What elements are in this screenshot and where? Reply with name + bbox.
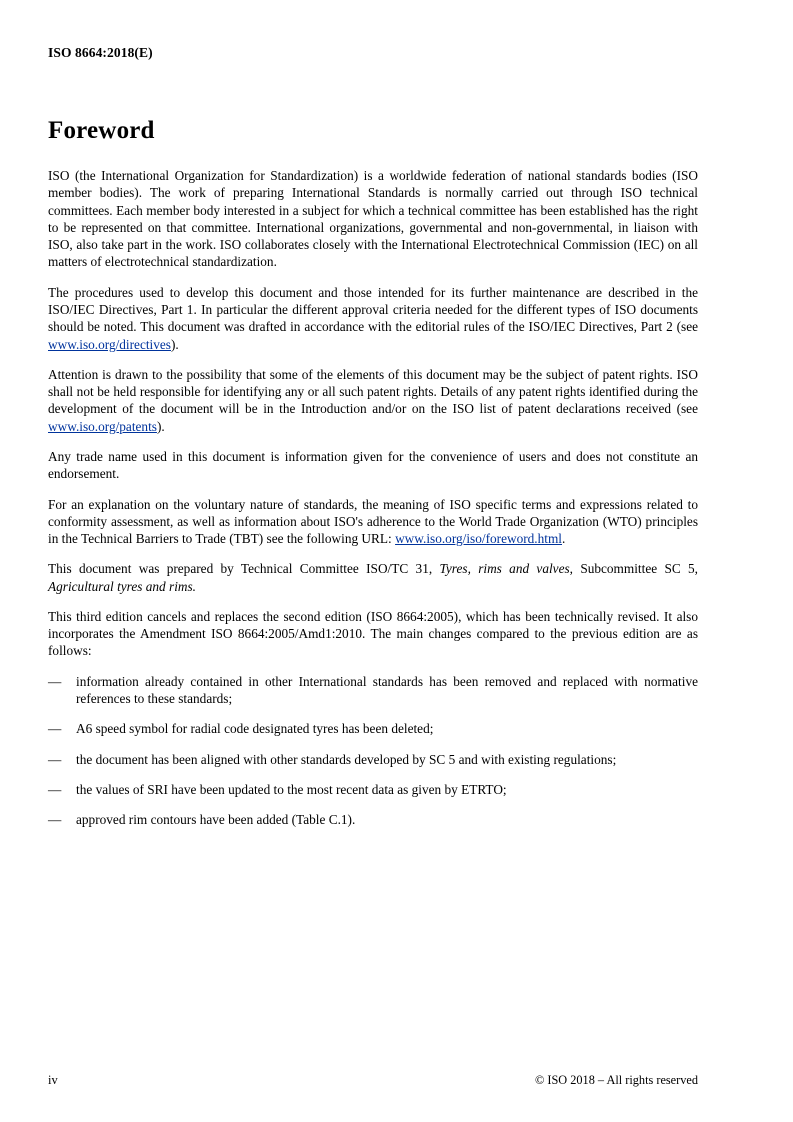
- changes-list: [48, 673, 698, 829]
- paragraph-committee-text: This document was prepared by Technical Committee ISO/TC 31,: [48, 561, 440, 577]
- list-item: [48, 811, 698, 828]
- dash-bullet: —: [48, 751, 62, 767]
- list-item-text: A6 speed symbol for radial code designated tyres has been deleted;: [76, 721, 434, 737]
- dash-bullet: —: [48, 812, 62, 828]
- link-directives[interactable]: www.iso.org/directives: [48, 336, 171, 352]
- page-title: Foreword: [48, 117, 155, 144]
- page-content: [48, 45, 698, 841]
- list-item: [48, 751, 698, 768]
- list-item: [48, 673, 698, 708]
- paragraph-edition-changes: This third edition cancels and replaces the second edition (ISO 8664:2005), which has been technically revised. It also incorporates the Amendment ISO 8664:2005/Amd1:2010. The main changes compared to the previous edition are as follows:: [48, 608, 698, 659]
- page-footer: [48, 1073, 698, 1088]
- list-item: [48, 781, 698, 798]
- paragraph-procedures-tail: ).: [170, 336, 179, 352]
- list-item: [48, 720, 698, 737]
- list-item-text: the values of SRI have been updated to the most recent data as given by ETRTO;: [76, 781, 507, 797]
- page-number: iv: [48, 1073, 58, 1087]
- dash-bullet: —: [48, 721, 62, 737]
- paragraph-procedures-text: The procedures used to develop this document and those intended for its further maintenance are described in the ISO/IEC Directives, Part 1. In particular the different approval criteria needed for the different types of ISO documents should be noted. This document was drafted in accordance with the editorial rules of the ISO/IEC Directives, Part 2 (see: [48, 284, 698, 335]
- paragraph-iso-intro: ISO (the International Organization for Standardization) is a worldwide federation of national standards bodies (ISO member bodies). The work of preparing International Standards is normally carried out through ISO technical committees. Each member body interested in a subject for which a technical committee has been established has the right to be represented on that committee. International organizations, governmental and non-governmental, in liaison with ISO, also take part in the work. ISO collaborates closely with the International Electrotechnical Commission (IEC) on all matters of electrotechnical standardization.: [48, 168, 698, 270]
- paragraph-patent-rights-tail: ).: [156, 418, 165, 434]
- committee-mid: , Subcommittee SC 5,: [569, 561, 699, 577]
- paragraph-procedures: [48, 284, 698, 353]
- list-item-text: approved rim contours have been added (Table C.1).: [76, 812, 356, 828]
- document-identifier: ISO 8664:2018(E): [48, 45, 153, 60]
- paragraph-patent-rights-text: Attention is drawn to the possibility that some of the elements of this document may be the subject of patent rights. ISO shall not be held responsible for identifying any or all such patent rights. Details of any patent rights identified during the development of the document will be in the Introduction and/or on the ISO list of patent declarations received (see: [48, 366, 698, 417]
- paragraph-trade-name: Any trade name used in this document is information given for the convenience of users and does not constitute an endorsement.: [48, 448, 698, 482]
- link-patents[interactable]: www.iso.org/patents: [48, 418, 157, 434]
- list-item-text: information already contained in other International standards has been removed and replaced with normative references to these standards;: [76, 673, 698, 707]
- paragraph-patent-rights: [48, 366, 698, 435]
- dash-bullet: —: [48, 781, 62, 797]
- paragraph-voluntary-nature: [48, 496, 698, 548]
- paragraph-voluntary-nature-tail: .: [562, 531, 566, 547]
- copyright-notice: © ISO 2018 – All rights reserved: [534, 1073, 698, 1087]
- paragraph-voluntary-nature-text: For an explanation on the voluntary nature of standards, the meaning of ISO specific terms and expressions related to conformity assessment, as well as information about ISO's adherence to the World Trade Organization (WTO) principles in the Technical Barriers to Trade (TBT) see the following URL:: [48, 496, 698, 547]
- paragraph-committee: [48, 560, 698, 595]
- committee-title: Tyres, rims and valves: [439, 561, 570, 577]
- list-item-text: the document has been aligned with other standards developed by SC 5 and with existing regulations;: [76, 751, 617, 767]
- subcommittee-title: Agricultural tyres and rims.: [48, 578, 196, 594]
- link-foreword[interactable]: www.iso.org/iso/foreword.html: [395, 531, 563, 547]
- dash-bullet: —: [48, 673, 62, 689]
